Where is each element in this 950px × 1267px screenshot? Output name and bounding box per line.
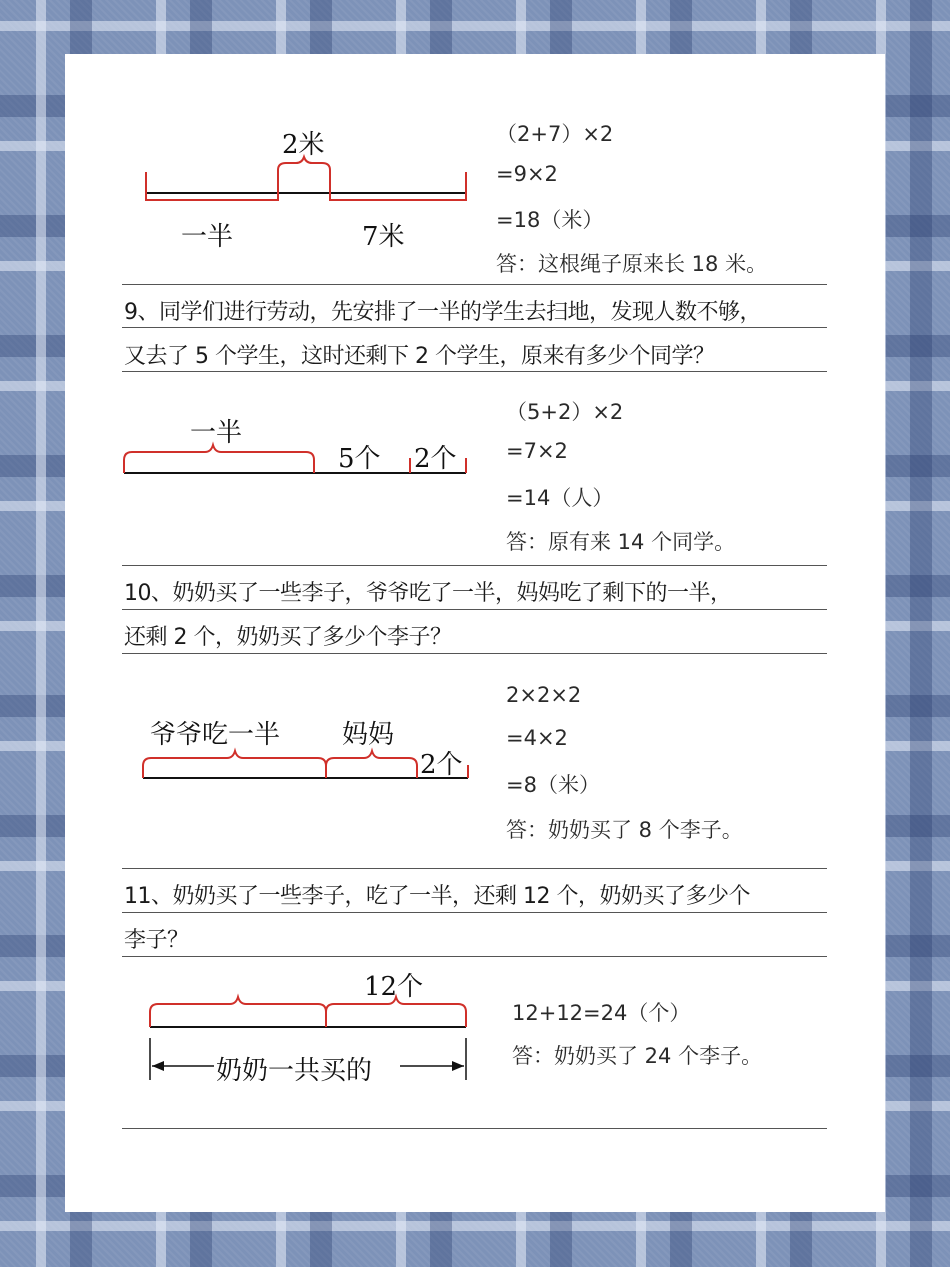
p10-calc-line2: =4×2: [506, 726, 568, 750]
p9-top-label: 一半: [190, 418, 243, 448]
p8-answer: 答：这根绳子原来长 18 米。: [496, 252, 768, 276]
p9-calc-line2: =7×2: [506, 439, 568, 463]
p11-question-line1: 11、奶奶买了一些李子，吃了一半，还剩 12 个，奶奶买了多少个: [124, 884, 750, 909]
p10-calc-line3: =8（米）: [506, 773, 600, 797]
p8-left-label: 一半: [181, 222, 234, 252]
p10-label-c: 2个: [420, 750, 463, 780]
p8-calc-line2: =9×2: [496, 162, 558, 186]
p11-top-label: 12个: [364, 972, 424, 1002]
p10-label-b: 妈妈: [342, 720, 395, 750]
p9-answer: 答：原有来 14 个同学。: [506, 530, 736, 554]
p9-calc-line1: （5+2）×2: [506, 400, 624, 424]
p10-question-line2: 还剩 2 个，奶奶买了多少个李子？: [124, 625, 452, 650]
p9-calc-line3: =14（人）: [506, 486, 614, 510]
p10-question-line1: 10、奶奶买了一些李子，爷爷吃了一半，妈妈吃了剩下的一半，: [124, 581, 732, 606]
p9-question-line2: 又去了 5 个学生，这时还剩下 2 个学生，原来有多少个同学？: [124, 344, 715, 369]
p11-calc-line1: 12+12=24（个）: [512, 1001, 691, 1025]
p8-top-label: 2米: [282, 130, 325, 160]
p11-question-line2: 李子？: [124, 928, 189, 953]
p8-right-label: 7米: [362, 222, 405, 252]
p8-calc-line3: =18（米）: [496, 208, 604, 232]
p9-question-line1: 9、同学们进行劳动，先安排了一半的学生去扫地，发现人数不够，: [124, 300, 761, 325]
p11-bottom-label: 奶奶一共买的: [216, 1056, 373, 1086]
p10-calc-line1: 2×2×2: [506, 683, 582, 707]
p10-answer: 答：奶奶买了 8 个李子。: [506, 818, 743, 842]
p10-label-a: 爷爷吃一半: [150, 720, 281, 750]
p9-mid-label: 5个: [338, 444, 381, 474]
p9-right-label: 2个: [414, 444, 457, 474]
p11-answer: 答：奶奶买了 24 个李子。: [512, 1044, 763, 1068]
divider: [122, 1128, 827, 1129]
p8-calc-line1: （2+7）×2: [496, 122, 614, 146]
